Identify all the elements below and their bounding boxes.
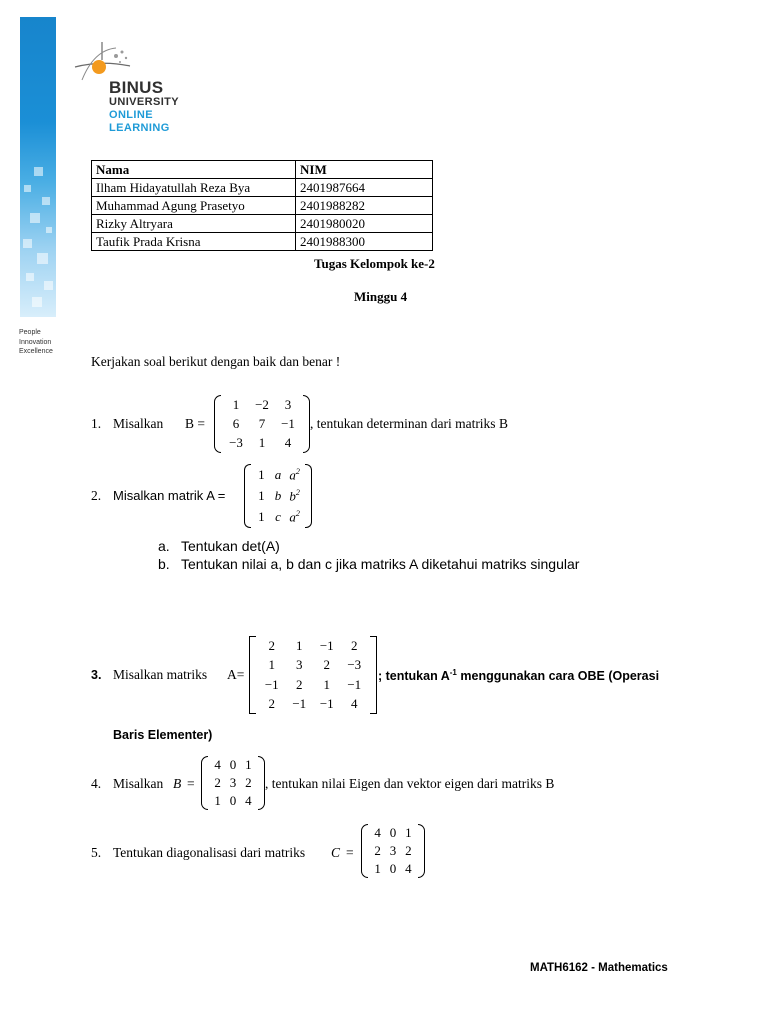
q5-eq: = [346,845,354,860]
q4-prefix: Misalkan [113,776,164,791]
member-nim: 2401988282 [296,197,433,215]
member-name: Muhammad Agung Prasetyo [92,197,296,215]
matrix-cell: 2 [268,637,275,653]
q2-prefix: Misalkan matrik A = [113,488,226,503]
header-nama: Nama [92,161,296,179]
matrix-cell: 1 [268,657,275,673]
q4-eq: = [187,776,195,791]
matrix-cell: 3 [229,775,237,790]
matrix-cell: −3 [347,657,362,673]
matrix-cell: −1 [319,696,334,712]
member-name: Rizky Altryara [92,215,296,233]
matrix-cell: a [274,466,282,482]
table-header-row [92,161,433,179]
exponent: 2 [295,487,300,497]
matrix-cell: 1 [214,793,221,808]
member-nim: 2401988300 [296,233,433,251]
q1-matrix [214,395,310,453]
q2-sub-b-label: b. [158,556,170,572]
matrix-cell: 1 [258,509,265,525]
matrix-cell: 0 [229,793,237,808]
q2-sub-a: Tentukan det(A) [181,538,280,554]
matrix-cell: 3 [296,657,303,673]
matrix-cell: 2 [296,676,303,692]
logo-learning: LEARNING [109,122,170,134]
matrix-cell: 7 [258,415,266,431]
matrix-cell: −3 [229,435,243,451]
table-row [92,215,433,233]
exponent: 2 [295,509,300,519]
q3-line2: Baris Elementer) [113,728,213,742]
tagline-line: Excellence [19,348,53,355]
matrix-cell: 2 [374,843,381,858]
matrix-cell: b [289,488,296,504]
q3-number: 3. [91,668,102,682]
matrix-cell: −1 [347,676,362,692]
matrix-cell: −1 [264,676,279,692]
q1-var: B = [185,416,205,431]
binus-logo [109,79,179,135]
logo-binus: BINUS [109,78,164,97]
table-row [92,233,433,251]
q4-matrix [201,756,265,810]
tagline-line: People [19,329,41,336]
q3-suffix-text: ; tentukan A [378,669,450,684]
q5-number: 5. [91,845,102,860]
matrix-cell: 2 [351,637,358,653]
week-subtitle: Minggu 4 [354,289,408,304]
matrix-cell: 4 [245,793,252,808]
q1-number: 1. [91,416,102,431]
header-nim: NIM [296,161,433,179]
q2-number: 2. [91,488,102,503]
q3-suffix-rest: menggunakan cara OBE (Operasi [460,669,660,684]
table-row [92,197,433,215]
tagline [19,328,53,357]
q3-suffix [378,668,659,683]
matrix-cell: 1 [374,861,381,876]
matrix-cell: 0 [389,825,397,840]
matrix-cell: 1 [258,435,266,451]
q2-sub-a-label: a. [158,538,170,554]
matrix-cell: 1 [245,757,252,772]
matrix-cell: 1 [258,487,265,503]
matrix-cell: −1 [292,696,307,712]
q2-matrix [244,464,312,528]
matrix-cell: b [274,487,282,503]
side-banner [20,17,56,317]
matrix-cell: 2 [245,775,252,790]
q2-sub-b: Tentukan nilai a, b dan c jika matriks A diketahui matriks singular [181,556,580,572]
matrix-cell: a [289,466,296,482]
matrix-cell: −1 [281,415,295,431]
q1-suffix: , tentukan determinan dari matriks B [310,416,508,431]
matrix-cell: 1 [323,676,330,692]
logo-online: ONLINE [109,109,153,121]
inverse-superscript: -1 [449,668,457,677]
q4-number: 4. [91,776,102,791]
matrix-cell: −1 [319,637,334,653]
matrix-cell: 4 [351,696,358,712]
q4-var: B [173,776,182,791]
matrix-cell: a [289,509,296,525]
matrix-cell: 4 [405,861,412,876]
q5-var: C [331,845,341,860]
member-name: Ilham Hidayatullah Reza Bya [92,179,296,197]
q1-prefix: Misalkan [113,416,164,431]
matrix-cell: 1 [258,466,265,482]
exponent: 2 [295,466,300,476]
member-nim: 2401980020 [296,215,433,233]
matrix-cell: 4 [374,825,381,840]
members-table [91,160,433,251]
matrix-cell: −2 [255,396,269,412]
matrix-cell: 1 [232,396,240,412]
q4-suffix: , tentukan nilai Eigen dan vektor eigen dari matriks B [265,776,555,791]
matrix-cell: 1 [405,825,412,840]
course-footer: MATH6162 - Mathematics [530,962,668,974]
matrix-cell: 1 [296,637,303,653]
q3-matrix [249,636,377,714]
matrix-cell: 0 [229,757,237,772]
matrix-cell: 2 [214,775,221,790]
tagline-line: Innovation [19,338,52,346]
instruction-text: Kerjakan soal berikut dengan baik dan benar ! [91,354,341,369]
matrix-cell: 4 [214,757,221,772]
matrix-cell: 2 [323,657,330,673]
matrix-cell: 0 [389,861,397,876]
q3-var: A= [227,667,245,682]
matrix-cell: 3 [284,396,292,412]
matrix-cell: 2 [268,696,275,712]
table-row [92,179,433,197]
matrix-cell: 6 [232,415,240,431]
matrix-cell: 4 [284,435,292,451]
assignment-title: Tugas Kelompok ke-2 [314,256,435,271]
matrix-cell: 3 [389,843,397,858]
logo-university: UNIVERSITY [109,96,180,108]
q3-prefix: Misalkan matriks [113,667,208,682]
member-nim: 2401987664 [296,179,433,197]
matrix-cell: 2 [405,843,412,858]
q5-prefix: Tentukan diagonalisasi dari matriks [113,845,306,860]
matrix-cell: c [275,509,281,525]
q5-matrix [361,824,425,878]
member-name: Taufik Prada Krisna [92,233,296,251]
